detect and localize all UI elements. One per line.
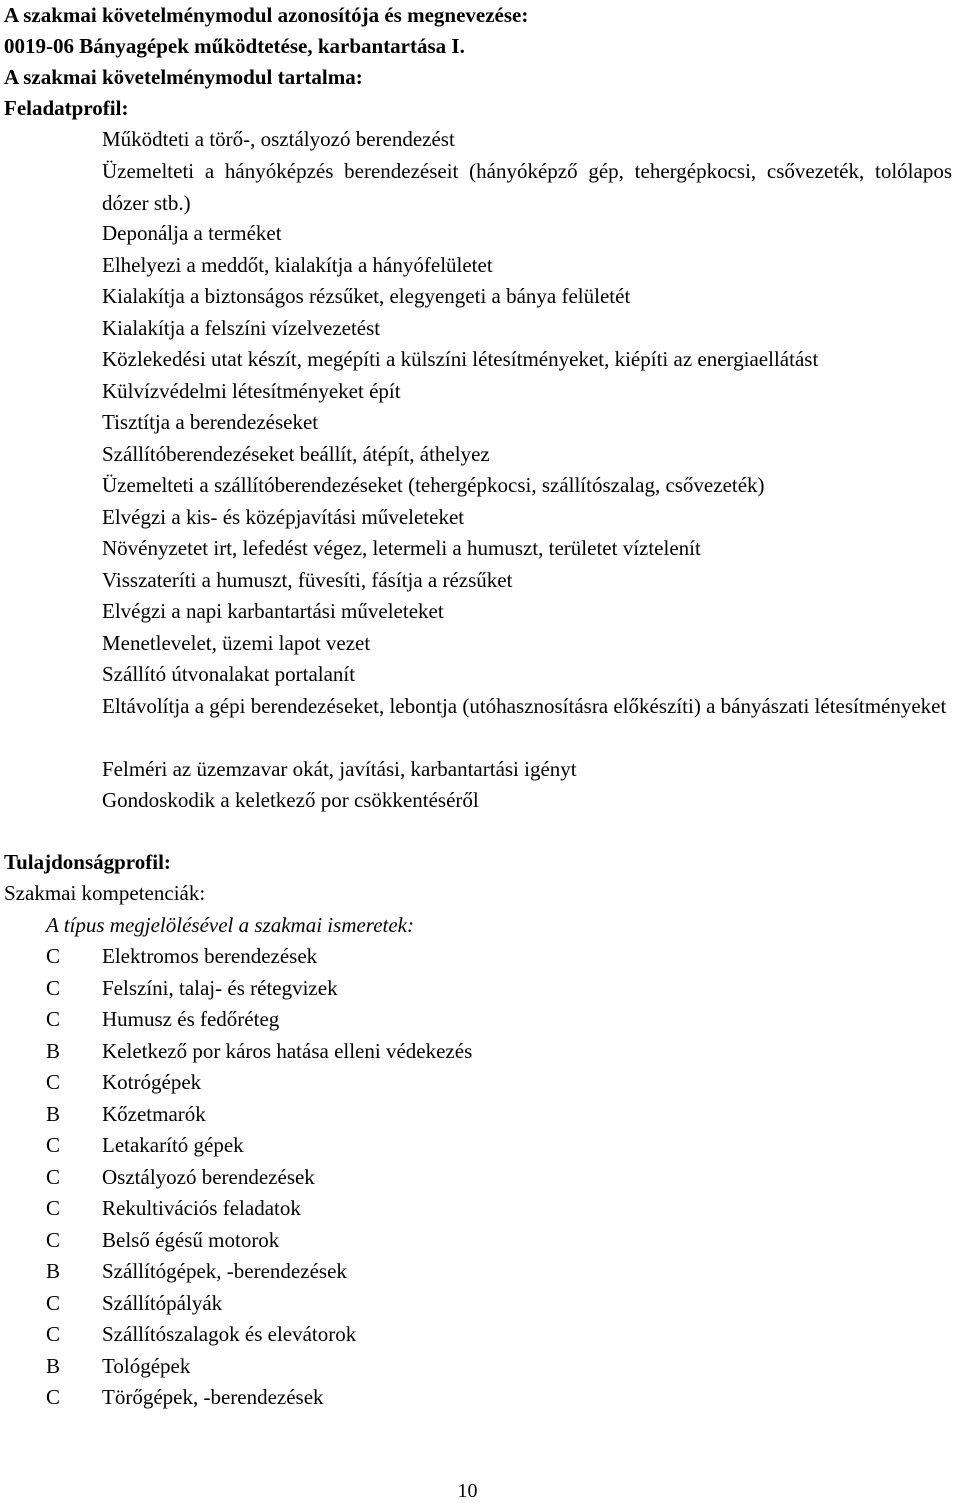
task-item: Közlekedési utat készít, megépíti a külszíni létesítményeket, kiépíti az energiaellátást	[102, 347, 819, 371]
competency-label: Letakarító gépek	[102, 1133, 244, 1157]
task-item: Eltávolítja a gépi berendezéseket, lebontja (utóhasznosításra előkészíti) a bányászati létesítményeket	[102, 694, 947, 718]
task-item: Deponálja a terméket	[102, 221, 282, 245]
competency-label: Belső égésű motorok	[102, 1228, 280, 1252]
task-item: Felméri az üzemzavar okát, javítási, karbantartási igényt	[102, 757, 577, 781]
feladatprofil-heading: Feladatprofil:	[4, 96, 129, 120]
task-item: Üzemelteti a hányóképzés berendezéseit (hányóképző gép, tehergépkocsi, csővezeték, tolólapos dózer stb.)	[102, 159, 952, 215]
task-item: Üzemelteti a szállítóberendezéseket (tehergépkocsi, szállítószalag, csővezeték)	[102, 473, 765, 497]
competency-grade: B	[46, 1259, 61, 1283]
competency-label: Humusz és fedőréteg	[102, 1007, 280, 1031]
competency-label: Kotrógépek	[102, 1070, 202, 1094]
competency-label: Törőgépek, -berendezések	[102, 1385, 324, 1409]
szakmai-kompetenciak-label: Szakmai kompetenciák:	[4, 881, 206, 905]
competency-grade: C	[46, 1070, 61, 1094]
task-item: Növényzetet irt, lefedést végez, letermeli a humuszt, területet víztelenít	[102, 536, 701, 560]
task-item: Elvégzi a kis- és középjavítási műveleteket	[102, 505, 465, 529]
task-item: Szállítóberendezéseket beállít, átépít, áthelyez	[102, 442, 490, 466]
module-heading: A szakmai követelménymodul azonosítója és megnevezése:	[4, 3, 529, 27]
task-item: Gondoskodik a keletkező por csökkentéséről	[102, 788, 479, 812]
competency-grade: C	[46, 1133, 61, 1157]
competency-grade: C	[46, 976, 61, 1000]
task-item: Visszateríti a humuszt, füvesíti, fásítja a rézsűket	[102, 568, 513, 592]
competency-grade: C	[46, 1322, 61, 1346]
competency-grade: B	[46, 1354, 61, 1378]
tipus-subheading: A típus megjelölésével a szakmai ismeretek:	[46, 913, 414, 937]
competency-grade: B	[46, 1102, 61, 1126]
tulajdonsagprofil-heading: Tulajdonságprofil:	[4, 850, 171, 874]
module-title: 0019-06 Bányagépek működtetése, karbantartása I.	[4, 34, 465, 58]
competency-label: Kőzetmarók	[102, 1102, 206, 1126]
competency-grade: C	[46, 1385, 61, 1409]
page-number: 10	[457, 1480, 478, 1502]
task-item: Külvízvédelmi létesítményeket épít	[102, 379, 401, 403]
competency-grade: C	[46, 1196, 61, 1220]
module-content-heading: A szakmai követelménymodul tartalma:	[4, 65, 363, 89]
task-item: Szállító útvonalakat portalanít	[102, 662, 356, 686]
competency-label: Tológépek	[102, 1354, 191, 1378]
competency-label: Rekultivációs feladatok	[102, 1196, 301, 1220]
task-item: Kialakítja a biztonságos rézsűket, elegyengeti a bánya felületét	[102, 284, 631, 308]
competency-label: Szállítógépek, -berendezések	[102, 1259, 347, 1283]
competency-label: Felszíni, talaj- és rétegvizek	[102, 976, 338, 1000]
task-item: Elvégzi a napi karbantartási műveleteket	[102, 599, 444, 623]
task-item: Működteti a törő-, osztályozó berendezést	[102, 127, 455, 151]
competency-label: Elektromos berendezések	[102, 944, 318, 968]
competency-grade: B	[46, 1039, 61, 1063]
competency-grade: C	[46, 1228, 61, 1252]
competency-grade: C	[46, 1291, 61, 1315]
task-item: Kialakítja a felszíni vízelvezetést	[102, 316, 381, 340]
competency-grade: C	[46, 944, 61, 968]
competency-label: Szállítópályák	[102, 1291, 223, 1315]
task-item: Elhelyezi a meddőt, kialakítja a hányófelületet	[102, 253, 493, 277]
competency-label: Szállítószalagok és elevátorok	[102, 1322, 357, 1346]
competency-grade: C	[46, 1007, 61, 1031]
competency-label: Keletkező por káros hatása elleni védekezés	[102, 1039, 473, 1063]
competency-grade: C	[46, 1165, 61, 1189]
competency-label: Osztályozó berendezések	[102, 1165, 315, 1189]
task-item: Menetlevelet, üzemi lapot vezet	[102, 631, 371, 655]
task-item: Tisztítja a berendezéseket	[102, 410, 319, 434]
